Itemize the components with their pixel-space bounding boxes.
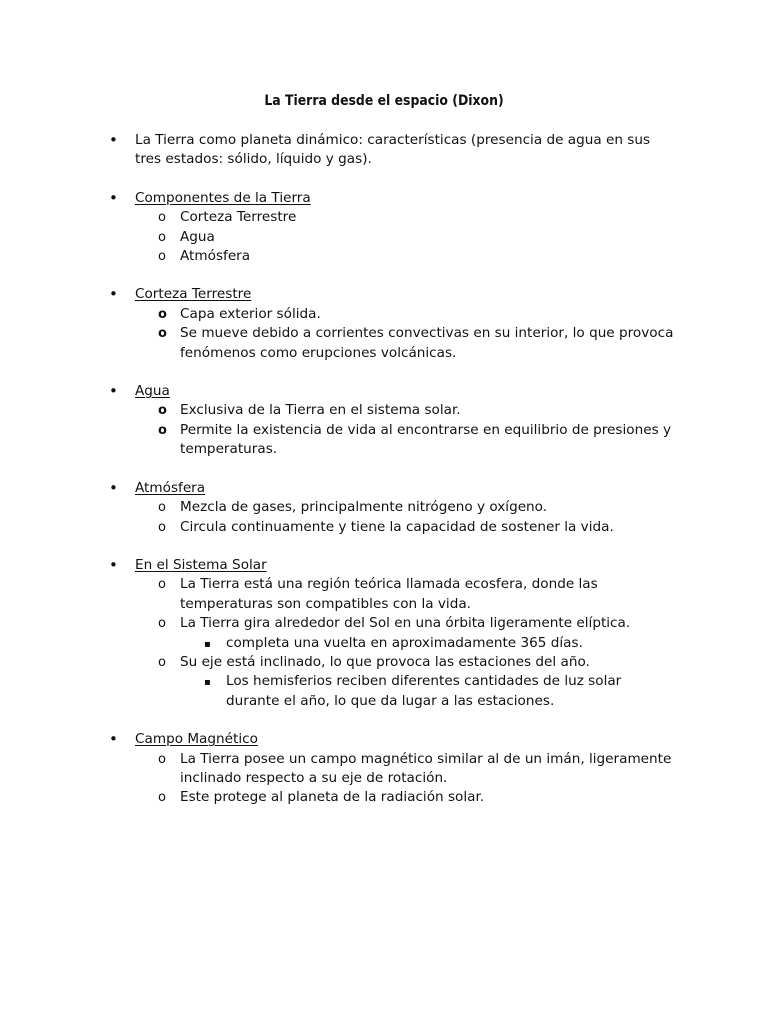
sub-item-text: Exclusiva de la Tierra en el sistema solar. (180, 402, 461, 419)
circle-marker: o (158, 249, 166, 265)
sub-list-item (0, 575, 680, 614)
bullet-marker: • (109, 730, 118, 749)
sub-item-text: Se mueve debido a corrientes convectivas en su interior, lo que provoca fenómenos como erupciones volcánicas. (180, 325, 674, 361)
list-item (0, 382, 675, 401)
sub-item-text: Agua (180, 228, 215, 245)
circle-marker: o (158, 790, 166, 806)
section (0, 479, 768, 537)
sub-list-item (0, 653, 680, 672)
sub-sub-list-item (0, 634, 676, 653)
sub-list-item (0, 324, 680, 363)
circle-marker: o (158, 654, 166, 670)
circle-marker: o (158, 306, 167, 322)
sub-list-item (0, 247, 680, 266)
document-title: La Tierra desde el espacio (Dixon) (264, 93, 504, 109)
sub-item-text: Atmósfera (180, 248, 251, 265)
sub-sub-item-text: completa una vuelta en aproximadamente 365 días. (226, 634, 583, 651)
section-heading: Atmósfera (135, 479, 206, 496)
list-item (0, 479, 675, 498)
document-body (0, 131, 768, 827)
list-item (0, 131, 675, 170)
sub-list-item (0, 614, 680, 633)
section (0, 189, 768, 267)
section (0, 730, 768, 808)
sub-item-text: Capa exterior sólida. (180, 305, 321, 322)
bullet-marker: • (109, 131, 118, 149)
sub-list-item (0, 305, 680, 324)
sub-list-item (0, 788, 680, 807)
circle-marker: o (158, 210, 166, 226)
list-item (0, 556, 675, 575)
sub-item-text: La Tierra posee un campo magnético similar al de un imán, ligeramente inclinado respecto a su eje de rotación. (180, 750, 672, 786)
sub-sub-item-text: Los hemisferios reciben diferentes cantidades de luz solar durante el año, lo que da lugar a las estaciones. (226, 673, 622, 709)
circle-marker: o (158, 422, 167, 438)
sub-item-text: La Tierra está una región teórica llamada ecosfera, donde las temperaturas son compatibles con la vida. (180, 576, 598, 612)
sub-list-item (0, 518, 680, 537)
sub-item-text: Circula continuamente y tiene la capacidad de sostener la vida. (180, 518, 614, 535)
bullet-marker: • (109, 478, 118, 497)
circle-marker: o (158, 519, 166, 535)
sub-list-item (0, 228, 680, 247)
sub-item-text: Mezcla de gases, principalmente nitrógeno y oxígeno. (180, 499, 548, 516)
section-heading: Agua (135, 383, 170, 400)
list-item (0, 285, 675, 304)
sub-item-text: Su eje está inclinado, lo que provoca las estaciones del año. (180, 653, 590, 670)
square-marker: ▪ (204, 677, 211, 689)
section (0, 382, 768, 460)
bullet-marker: • (109, 188, 118, 207)
sub-sub-list-item (0, 672, 676, 711)
circle-marker: o (158, 229, 166, 245)
section-heading: Corteza Terrestre (135, 286, 252, 303)
circle-marker: o (158, 326, 167, 342)
section-heading: En el Sistema Solar (135, 556, 267, 573)
list-item (0, 189, 675, 208)
sub-item-text: La Tierra gira alrededor del Sol en una órbita ligeramente elíptica. (180, 615, 631, 632)
square-marker: ▪ (204, 638, 211, 650)
circle-marker: o (158, 403, 167, 419)
bullet-marker: • (109, 382, 118, 401)
sub-list-item (0, 498, 680, 517)
bullet-marker: • (109, 555, 118, 574)
sub-item-text: Permite la existencia de vida al encontrarse en equilibrio de presiones y temperaturas. (180, 421, 672, 458)
section (0, 285, 768, 363)
sub-item-text: Este protege al planeta de la radiación solar. (180, 789, 485, 806)
circle-marker: o (158, 500, 166, 516)
circle-marker: o (158, 616, 166, 632)
sub-item-text: Corteza Terrestre (180, 209, 297, 226)
circle-marker: o (158, 577, 166, 593)
sub-list-item (0, 401, 680, 420)
sub-list-item (0, 208, 680, 227)
section (0, 556, 768, 711)
section-heading: La Tierra como planeta dinámico: características (presencia de agua en sus tres estados: sólido, líquido y gas). (135, 132, 651, 168)
sub-list-item (0, 421, 680, 460)
circle-marker: o (158, 751, 166, 767)
list-item (0, 730, 675, 749)
section-heading: Componentes de la Tierra (135, 189, 311, 206)
section (0, 131, 768, 170)
sub-list-item (0, 750, 680, 789)
bullet-marker: • (109, 285, 118, 304)
section-heading: Campo Magnético (135, 731, 258, 748)
